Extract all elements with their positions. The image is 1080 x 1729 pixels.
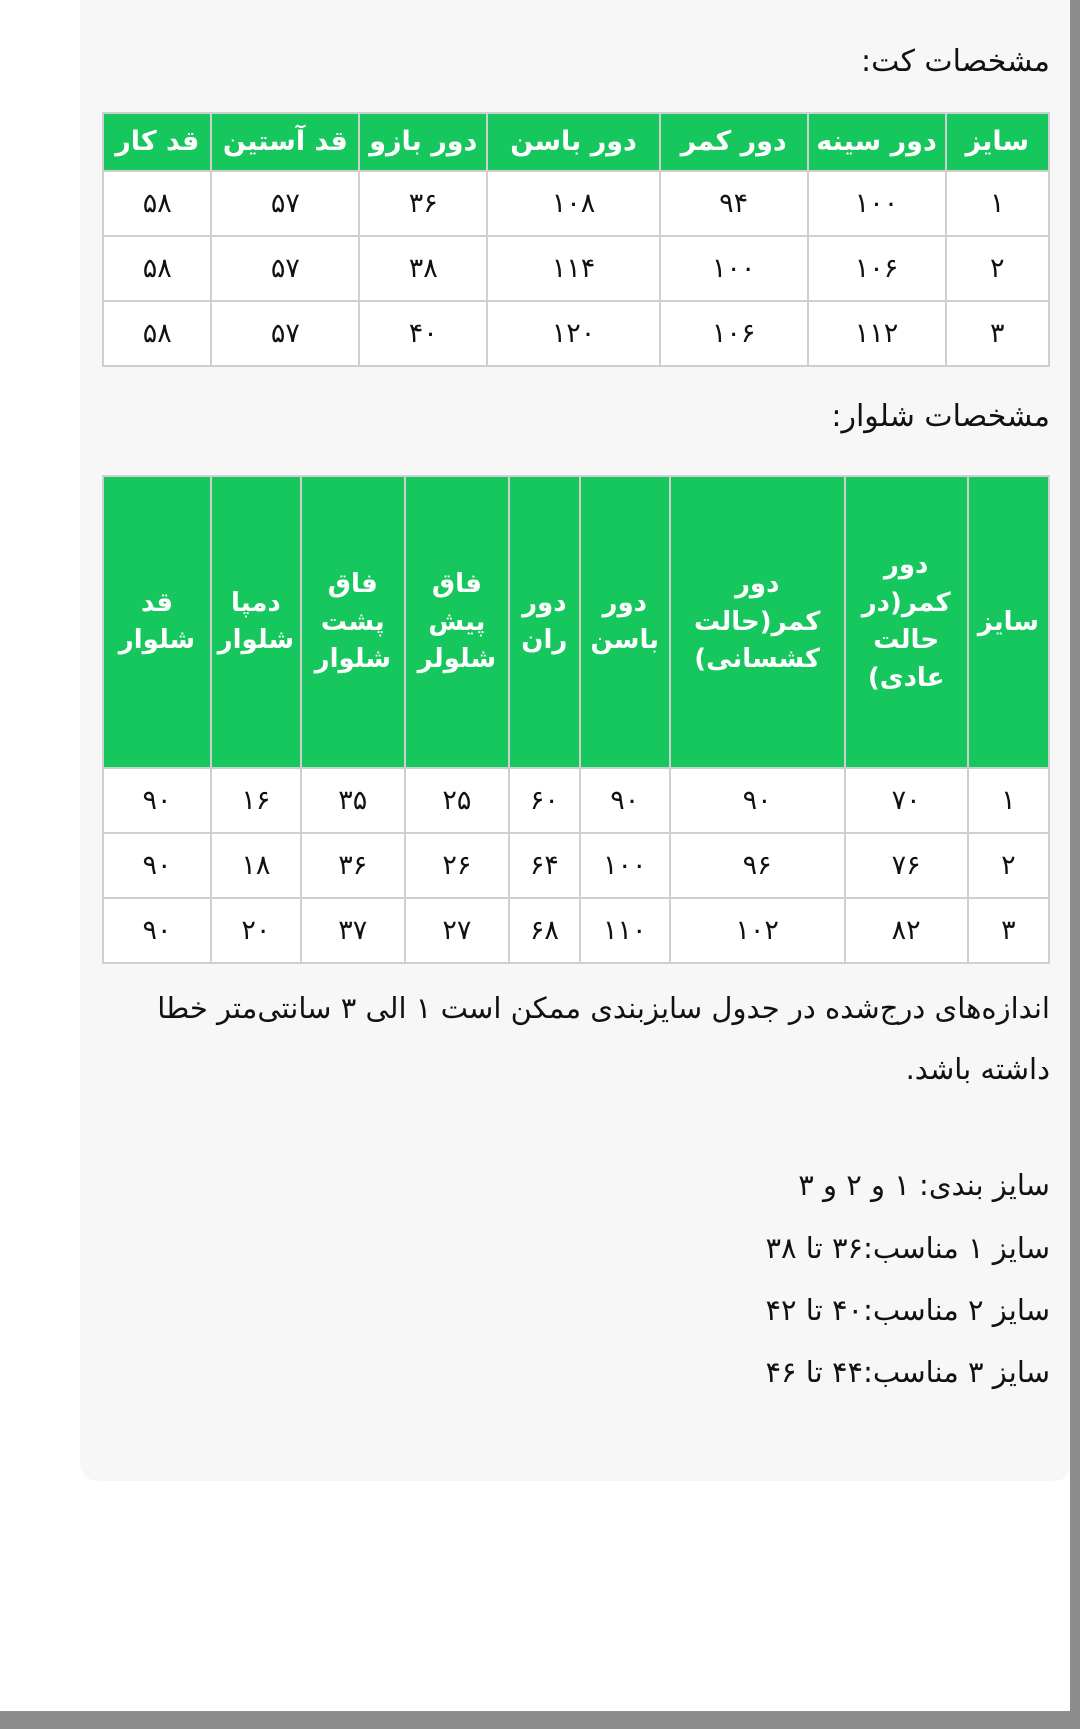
coat-cell: ٢ — [946, 236, 1049, 301]
pants-header-cell: فاق پیش شلولر — [405, 476, 509, 768]
pants-cell: ٩٠ — [580, 768, 670, 833]
coat-cell: ٩۴ — [660, 171, 808, 236]
coat-cell: ۵٨ — [103, 236, 211, 301]
pants-cell: ٩٠ — [670, 768, 845, 833]
table-header-row — [103, 113, 1049, 171]
pants-cell: ٢۶ — [405, 833, 509, 898]
pants-cell: ١٠٠ — [580, 833, 670, 898]
coat-cell: ١١۴ — [487, 236, 659, 301]
pants-section-title: مشخصات شلوار: — [831, 399, 1050, 435]
coat-cell: ۴٠ — [359, 301, 487, 366]
coat-cell: ۵٨ — [103, 171, 211, 236]
table-header-row — [103, 476, 1049, 768]
pants-cell: ٣ — [968, 898, 1049, 963]
pants-cell: ٩٠ — [103, 898, 211, 963]
table-row — [103, 301, 1049, 366]
coat-header-cell: دور سینه — [808, 113, 946, 171]
pants-cell: ۶۴ — [509, 833, 580, 898]
pants-cell: ٢۵ — [405, 768, 509, 833]
pants-size-table — [102, 475, 1050, 964]
table-row — [103, 236, 1049, 301]
card-content — [80, 0, 1072, 1424]
coat-cell: ٣٨ — [359, 236, 487, 301]
pants-header-cell: دور کمر(در حالت عادی) — [845, 476, 968, 768]
pants-cell: ١٠٢ — [670, 898, 845, 963]
coat-cell: ۵٨ — [103, 301, 211, 366]
pants-header-cell: دمپا شلوار — [211, 476, 301, 768]
table-row — [103, 171, 1049, 236]
measurement-tolerance-note: اندازه‌های درج‌شده در جدول سایزبندی ممکن است ١ الی ٣ سانتی‌متر خطا داشته باشد. — [157, 991, 1050, 1087]
pants-cell: ٢ — [968, 833, 1049, 898]
pants-header-cell: قد شلوار — [103, 476, 211, 768]
pants-cell: ١١٠ — [580, 898, 670, 963]
coat-section-title: مشخصات کت: — [861, 44, 1050, 79]
pants-cell: ٢٧ — [405, 898, 509, 963]
coat-cell: ١٠٨ — [487, 171, 659, 236]
pants-header-cell: دور ران — [509, 476, 580, 768]
table-row — [103, 768, 1049, 833]
pants-cell: ۶٨ — [509, 898, 580, 963]
coat-header-cell: قد کار — [103, 113, 211, 171]
pants-cell: ۶٠ — [509, 768, 580, 833]
pants-header-cell: فاق پشت شلوار — [301, 476, 405, 768]
coat-cell: ۵٧ — [211, 236, 359, 301]
pants-cell: ٩٠ — [103, 768, 211, 833]
pants-cell: ٣۶ — [301, 833, 405, 898]
pants-cell: ٣۵ — [301, 768, 405, 833]
pants-header-cell: دور باسن — [580, 476, 670, 768]
coat-cell: ١٠۶ — [660, 301, 808, 366]
pants-cell: ١۶ — [211, 768, 301, 833]
coat-cell: ۵٧ — [211, 171, 359, 236]
pants-cell: ٢٠ — [211, 898, 301, 963]
coat-cell: ١٢٠ — [487, 301, 659, 366]
coat-cell: ١٠٠ — [808, 171, 946, 236]
coat-header-cell: دور بازو — [359, 113, 487, 171]
pants-cell: ١٨ — [211, 833, 301, 898]
pants-cell: ٩٠ — [103, 833, 211, 898]
sizing-line: سایز ٢ مناسب:۴٠ تا ۴٢ — [765, 1292, 1050, 1327]
coat-cell: ٣۶ — [359, 171, 487, 236]
coat-cell: ١٠٠ — [660, 236, 808, 301]
sizing-info-block — [102, 1154, 1050, 1403]
right-edge-shade — [1070, 0, 1080, 1729]
table-row — [103, 833, 1049, 898]
sizing-line: سایز ١ مناسب:٣۶ تا ٣٨ — [765, 1230, 1050, 1265]
pants-cell: ٧۶ — [845, 833, 968, 898]
sizing-line: سایز ٣ مناسب:۴۴ تا ۴۶ — [765, 1355, 1050, 1390]
coat-cell: ١١٢ — [808, 301, 946, 366]
pants-cell: ٩۶ — [670, 833, 845, 898]
pants-cell: ١ — [968, 768, 1049, 833]
coat-header-cell: سایز — [946, 113, 1049, 171]
coat-cell: ٣ — [946, 301, 1049, 366]
pants-header-cell: دور کمر(حالت کشسانی) — [670, 476, 845, 768]
pants-cell: ٧٠ — [845, 768, 968, 833]
coat-header-cell: دور باسن — [487, 113, 659, 171]
size-guide-card — [80, 0, 1072, 1481]
bottom-edge-shade — [0, 1711, 1080, 1729]
pants-cell: ٣٧ — [301, 898, 405, 963]
coat-cell: ١٠۶ — [808, 236, 946, 301]
sizing-line: سایز بندی: ١ و ٢ و ٣ — [798, 1168, 1050, 1203]
coat-cell: ۵٧ — [211, 301, 359, 366]
table-row — [103, 898, 1049, 963]
coat-header-cell: دور کمر — [660, 113, 808, 171]
coat-header-cell: قد آستین — [211, 113, 359, 171]
coat-size-table — [102, 112, 1050, 367]
pants-cell: ٨٢ — [845, 898, 968, 963]
pants-header-cell: سایز — [968, 476, 1049, 768]
coat-cell: ١ — [946, 171, 1049, 236]
